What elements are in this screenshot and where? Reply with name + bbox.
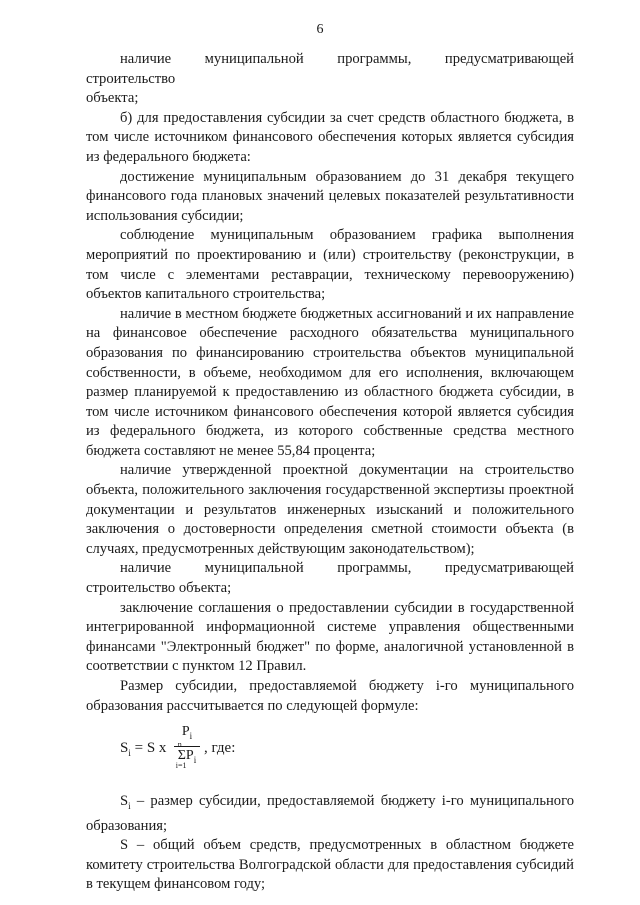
page-number: 6: [316, 22, 324, 37]
paragraph-municipal-program-cont: объекта;: [86, 90, 139, 107]
formula-fraction: [174, 724, 200, 768]
document-body: [86, 50, 574, 895]
formula-where: , где:: [204, 740, 236, 757]
paragraph-performance-indicators: достижение муниципальным образованием до 31 декабря текущего финансового года плановых значений целевых показателей результативности использования субсидии;: [86, 168, 574, 224]
formula-denominator: Σ n i=1 $P_i$: [175, 739, 197, 770]
paragraph-local-budget-allocations: наличие в местном бюджете бюджетных ассигнований и их направление на финансовое обеспечение расходного обязательства муниципального образования по финансированию строительства объектов муниципальной собственности, в объеме, необходимом для его исполнения, включающем размер планируемой к предоставлению из областного бюджета субсидии, в том числе источником финансового обеспечения которой является субсидия из федерального бюджета, из которого собственные средства местного бюджета составляют не менее 55,84 процента;: [86, 305, 574, 459]
paragraph-municipal-program-line: наличие муниципальной программы, предусматривающей строительство: [86, 51, 574, 87]
paragraph-formula-intro: Размер субсидии, предоставляемой бюджету i-го муниципального образования рассчитывается по следующей формуле:: [86, 678, 574, 714]
paragraph-regional-budget-subsidy: б) для предоставления субсидии за счет средств областного бюджета, в том числе источником финансового обеспечения которых является субсидия из федерального бюджета:: [86, 109, 574, 165]
paragraph-approved-documentation: наличие утвержденной проектной документации на строительство объекта, положительного заключения государственной экспертизы проектной документации и результатов инженерных изысканий и положительного заключения о достоверности определения сметной стоимости объекта (в случаях, предусмотренных действующим законодательством);: [86, 462, 574, 557]
paragraph-municipal-program: наличие муниципальной программы, предусматривающей строительство объекта;: [86, 560, 574, 597]
paragraph-agreement-electronic-budget: заключение соглашения о предоставлении субсидии в государственной интегрированной информационной системе управления общественными финансами "Электронный бюджет" по форме, аналогичной установленной в соответствии с пунктом 12 Правил.: [86, 599, 574, 675]
formula-numerator: $P_i$: [181, 724, 193, 741]
paragraph-schedule-compliance: соблюдение муниципальным образованием графика выполнения мероприятий по проектированию и (или) строительству (реконструкции, в том числе с элементами реставрации, техническому перевооружению) объектов капитального строительства;: [86, 227, 574, 303]
definition-s: S – общий объем средств, предусмотренных в областном бюджете комитету строительства Волгоградской области для предоставления субсидий в текущем финансовом году;: [86, 837, 574, 893]
subsidy-formula: [86, 724, 574, 782]
formula-lhs: $S_i = S$ x: [120, 740, 167, 759]
definition-si: $S_i$ – размер субсидии, предоставляемой бюджету i-го муниципального образования;: [86, 793, 575, 834]
